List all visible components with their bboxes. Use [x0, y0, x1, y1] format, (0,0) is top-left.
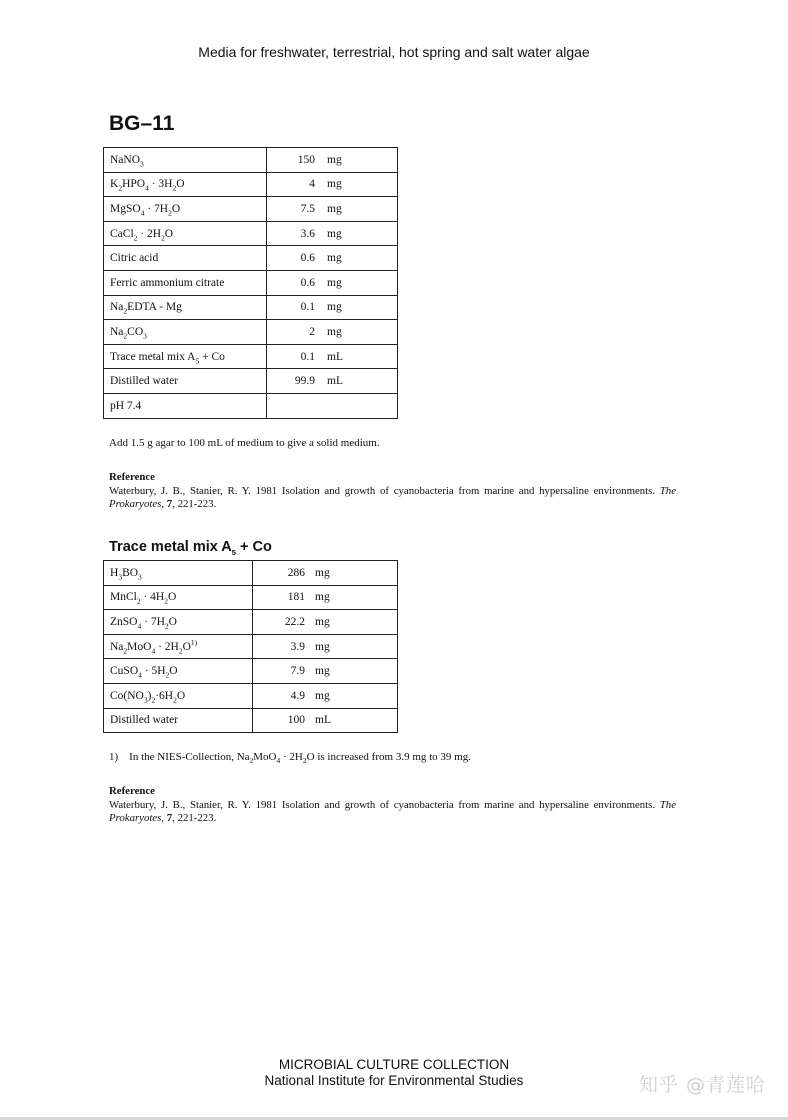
ingredient-quantity: [267, 148, 398, 173]
footer-institute-name: National Institute for Environmental Studies: [264, 1073, 524, 1088]
ingredient-amount: 100: [287, 714, 305, 727]
table-row: [104, 708, 398, 733]
ingredient-quantity: [253, 659, 398, 684]
table-row: [104, 221, 398, 246]
ingredient-name: $H_3BO_3$: [104, 561, 253, 586]
ingredient-unit: mL: [327, 375, 343, 388]
watermark: 知乎 @青莲哈: [638, 1074, 766, 1096]
ingredient-amount: 2: [309, 325, 315, 338]
ingredient-amount: 0.6: [300, 252, 315, 265]
ingredient-unit: mg: [327, 325, 342, 338]
ingredient-quantity: [267, 369, 398, 394]
ingredient-name: MgSO$_4$ · $7H_2O$: [104, 197, 267, 222]
ingredient-unit: mL: [315, 714, 331, 727]
ingredient-name: $Co(NO_3)_2\cdot 6H_2O$: [104, 683, 253, 708]
ingredient-unit: mg: [327, 227, 342, 240]
ingredient-quantity: [253, 561, 398, 586]
table-row: [104, 295, 398, 320]
ingredient-unit: mg: [327, 202, 342, 215]
ingredient-amount: 286: [287, 566, 305, 579]
ingredient-quantity: [267, 320, 398, 345]
ingredient-quantity: [267, 221, 398, 246]
ingredient-quantity: [253, 683, 398, 708]
ingredient-quantity: [253, 708, 398, 733]
ingredient-amount: 7.9: [290, 665, 305, 678]
agar-note: Add 1.5 g agar to 100 mL of medium to give a solid medium.: [109, 437, 380, 449]
table-row: [104, 172, 398, 197]
ingredient-name: NaNO$_3$: [104, 148, 267, 173]
ingredient-quantity: [267, 172, 398, 197]
ingredient-quantity: [253, 585, 398, 610]
table-row: [104, 270, 398, 295]
ingredient-amount: 4.9: [290, 689, 305, 702]
ingredient-unit: mg: [327, 301, 342, 314]
ingredient-name: MnCl$_2$ · $4H_2O$: [104, 585, 253, 610]
bg11-heading: BG–11: [109, 112, 175, 135]
ingredient-name: pH 7.4: [104, 393, 267, 418]
reference-heading: Reference: [109, 785, 155, 797]
ingredient-name: $Na_2EDTA$ - Mg: [104, 295, 267, 320]
ingredient-amount: 22.2: [284, 615, 305, 628]
table-row: [104, 369, 398, 394]
ingredient-amount: 0.1: [300, 301, 315, 314]
ingredient-unit: mg: [327, 153, 342, 166]
ingredient-unit: mL: [327, 350, 343, 363]
ingredient-name: $Na_2MoO_4 \cdot 2H_2O^{1)}$: [104, 634, 253, 659]
ingredient-name: ZnSO$_4$ · $7H_2O$: [104, 610, 253, 635]
ingredient-quantity: [267, 295, 398, 320]
ingredient-unit: mg: [315, 591, 330, 604]
ingredient-unit: mg: [315, 665, 330, 678]
table-row: [104, 610, 398, 635]
table-row: [104, 148, 398, 173]
ingredient-name: CuSO$_4$ · $5H_2O$: [104, 659, 253, 684]
reference-text: Waterbury, J. B., Stanier, R. Y. 1981 Isolation and growth of cyanobacteria from marine and hypersaline environments. The Prokaryotes, 7, 221-223.: [109, 798, 676, 824]
ingredient-amount: 181: [287, 591, 305, 604]
table-row: [104, 197, 398, 222]
ingredient-quantity: [267, 270, 398, 295]
ingredient-amount: 3.6: [300, 227, 315, 240]
ingredient-name: Distilled water: [104, 369, 267, 394]
ingredient-amount: 3.9: [290, 640, 305, 653]
ingredient-unit: mg: [315, 615, 330, 628]
ingredient-quantity: [253, 634, 398, 659]
reference-text: Waterbury, J. B., Stanier, R. Y. 1981 Isolation and growth of cyanobacteria from marine and hypersaline environments. The Prokaryotes, 7, 221-223.: [109, 484, 676, 510]
table-row: [104, 585, 398, 610]
trace-metal-table: [103, 560, 398, 733]
ingredient-name: Ferric ammonium citrate: [104, 270, 267, 295]
ingredient-quantity: [267, 393, 398, 418]
ingredient-amount: 150: [297, 153, 315, 166]
table-row: [104, 393, 398, 418]
ingredient-unit: mg: [327, 252, 342, 265]
ingredient-name: $K_2HPO_4 \cdot 3H_2O$: [104, 172, 267, 197]
table-row: [104, 561, 398, 586]
ingredient-name: Citric acid: [104, 246, 267, 271]
ingredient-name: $Na_2CO_3$: [104, 320, 267, 345]
table-row: [104, 246, 398, 271]
table-row: [104, 659, 398, 684]
ingredient-name: Distilled water: [104, 708, 253, 733]
ingredient-unit: mg: [315, 566, 330, 579]
table-row: [104, 344, 398, 369]
ingredient-name: Trace metal mix $A_5 + Co$: [104, 344, 267, 369]
table-row: [104, 634, 398, 659]
ingredient-amount: 99.9: [294, 375, 315, 388]
ingredient-amount: 7.5: [300, 202, 315, 215]
ingredient-quantity: [267, 246, 398, 271]
table-row: [104, 683, 398, 708]
bg11-reference: [109, 471, 676, 512]
ingredient-unit: mg: [327, 276, 342, 289]
ingredient-unit: mg: [315, 689, 330, 702]
ingredient-quantity: [267, 344, 398, 369]
footer-collection-name: MICROBIAL CULTURE COLLECTION: [278, 1057, 510, 1072]
table-row: [104, 320, 398, 345]
bg11-table: [103, 147, 398, 419]
trace-metal-heading: Trace metal mix $A_5 + Co$: [109, 539, 272, 557]
ingredient-unit: mg: [315, 640, 330, 653]
ingredient-unit: mg: [327, 178, 342, 191]
ingredient-quantity: [267, 197, 398, 222]
ingredient-amount: 0.6: [300, 276, 315, 289]
ingredient-quantity: [253, 610, 398, 635]
ingredient-amount: 4: [309, 178, 315, 191]
trace-footnote: 1) In the NIES-Collection, $Na_2MoO_4 \cdot 2H_2O$ is increased from 3.9 mg to 39 mg.: [109, 751, 471, 766]
trace-reference: [109, 785, 676, 826]
ingredient-name: CaCl$_2$ · $2H_2O$: [104, 221, 267, 246]
reference-heading: Reference: [109, 471, 155, 483]
page-header-title: Media for freshwater, terrestrial, hot spring and salt water algae: [198, 44, 590, 60]
ingredient-amount: 0.1: [300, 350, 315, 363]
